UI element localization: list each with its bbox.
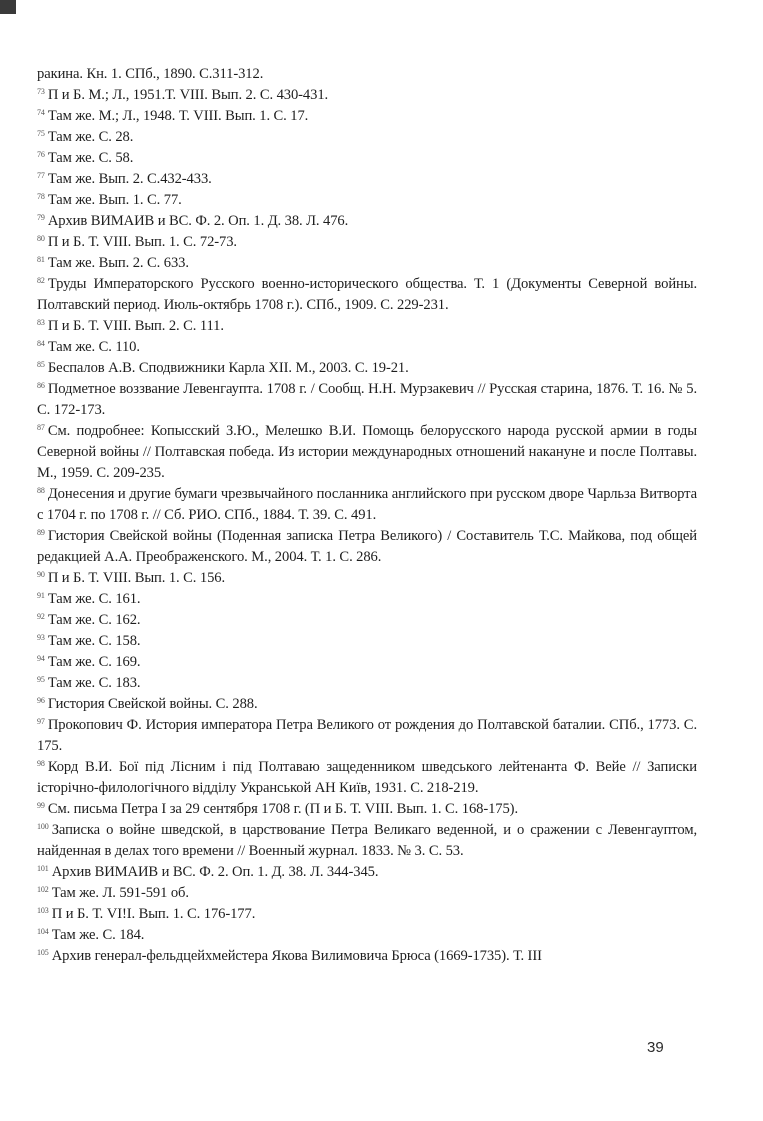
footnote-number: 86 [37, 381, 45, 390]
footnote-number: 75 [37, 129, 45, 138]
footnote-text: Донесения и другие бумаги чрезвычайного посланника английского при русском дворе Чарльза Витворта с 1704 г. по 1708 г. // Сб. РИО. СПб., 1884. Т. 39. С. 491. [37, 486, 697, 523]
footnote [37, 862, 697, 883]
footnote-text: См. подробнее: Копысский З.Ю., Мелешко В.И. Помощь белорусского народа русской армии в годы Северной войны // Полтавская победа. Из истории международных отношений накануне и после Полтавы. М., 1959. С. 209-235. [37, 423, 697, 481]
footnote-number: 87 [37, 423, 45, 432]
footnote [37, 883, 697, 904]
footnote-text: Архив ВИМАИВ и ВС. Ф. 2. Оп. 1. Д. 38. Л. 344-345. [51, 864, 379, 880]
footnote [37, 589, 697, 610]
footnote-text: П и Б. М.; Л., 1951.Т. VIII. Вып. 2. С. 430-431. [47, 87, 329, 103]
footnote-text: Труды Императорского Русского военно-исторического общества. Т. 1 (Документы Северной войны. Полтавский период. Июль-октябрь 1708 г.). СПб., 1909. С. 229-231. [37, 276, 697, 313]
footnote-number: 92 [37, 612, 45, 621]
footnote [37, 148, 697, 169]
footnote-text: Гистория Свейской войны. С. 288. [47, 696, 258, 712]
footnote [37, 274, 697, 316]
footnote-text: Гистория Свейской войны (Поденная записка Петра Великого) / Составитель Т.С. Майкова, под общей редакцией А.А. Преображенского. М., 2004. Т. 1. С. 286. [37, 528, 697, 565]
footnote [37, 85, 697, 106]
footnote [37, 652, 697, 673]
footnote [37, 337, 697, 358]
footnote [37, 946, 697, 967]
footnote-number: 91 [37, 591, 45, 600]
footnotes-list [37, 64, 697, 967]
footnote-number: 84 [37, 339, 45, 348]
footnote-number: 82 [37, 276, 45, 285]
footnote-number: 90 [37, 570, 45, 579]
footnote-text: Там же. Вып. 2. С.432-433. [47, 171, 212, 187]
footnote-text: См. письма Петра I за 29 сентября 1708 г. (П и Б. Т. VIII. Вып. 1. С. 168-175). [47, 801, 518, 817]
footnote-number: 102 [37, 885, 49, 894]
footnote [37, 694, 697, 715]
footnote [37, 820, 697, 862]
footnote [37, 568, 697, 589]
footnote [37, 799, 697, 820]
footnote-text: Архив генерал-фельдцейхмейстера Якова Вилимовича Брюса (1669-1735). Т. III [51, 948, 542, 964]
footnote-number: 100 [37, 822, 49, 831]
footnote-number: 83 [37, 318, 45, 327]
footnote-text: Там же. М.; Л., 1948. Т. VIII. Вып. 1. С. 17. [47, 108, 309, 124]
footnote-number: 79 [37, 213, 45, 222]
footnote-text: Там же. С. 162. [47, 612, 141, 628]
footnote-number: 74 [37, 108, 45, 117]
footnote-number: 76 [37, 150, 45, 159]
footnote [37, 358, 697, 379]
footnote-text: Там же. Вып. 1. С. 77. [47, 192, 182, 208]
page-number: 39 [647, 1039, 664, 1056]
footnote-number: 80 [37, 234, 45, 243]
footnote-text: ракина. Кн. 1. СПб., 1890. С.311-312. [37, 66, 264, 82]
footnote [37, 526, 697, 568]
footnote-number: 81 [37, 255, 45, 264]
footnote-number: 104 [37, 927, 49, 936]
footnote-text: П и Б. Т. VIII. Вып. 1. С. 156. [47, 570, 226, 586]
footnote [37, 715, 697, 757]
footnote [37, 610, 697, 631]
footnote-number: 101 [37, 864, 49, 873]
scan-corner-mark [0, 0, 16, 14]
footnote-number: 88 [37, 486, 45, 495]
footnote-number: 95 [37, 675, 45, 684]
footnote [37, 253, 697, 274]
footnote [37, 232, 697, 253]
footnote-number: 105 [37, 948, 49, 957]
footnote [37, 757, 697, 799]
footnote-number: 103 [37, 906, 49, 915]
footnote-number: 93 [37, 633, 45, 642]
footnote-number: 97 [37, 717, 45, 726]
footnote [37, 379, 697, 421]
footnote-text: Там же. С. 161. [47, 591, 141, 607]
footnote-text: Беспалов А.В. Сподвижники Карла XII. М., 2003. С. 19-21. [47, 360, 409, 376]
footnote [37, 190, 697, 211]
footnote-number: 85 [37, 360, 45, 369]
footnote [37, 64, 697, 85]
footnote [37, 106, 697, 127]
footnote-number: 78 [37, 192, 45, 201]
footnote [37, 925, 697, 946]
footnote-text: Там же. С. 110. [47, 339, 140, 355]
footnote-number: 77 [37, 171, 45, 180]
footnote [37, 904, 697, 925]
footnote [37, 169, 697, 190]
footnote-text: Там же. Вып. 2. С. 633. [47, 255, 189, 271]
footnote-text: Там же. С. 58. [47, 150, 134, 166]
footnote-text: Там же. Л. 591-591 об. [51, 885, 189, 901]
footnote-text: Подметное воззвание Левенгаупта. 1708 г. / Сообщ. Н.Н. Мурзакевич // Русская старина, 1876. Т. 16. № 5. С. 172-173. [37, 381, 697, 418]
footnote-text: Архив ВИМАИВ и ВС. Ф. 2. Оп. 1. Д. 38. Л. 476. [47, 213, 349, 229]
footnote [37, 127, 697, 148]
footnote-text: Там же. С. 28. [47, 129, 134, 145]
footnote-number: 99 [37, 801, 45, 810]
footnote-text: Прокопович Ф. История императора Петра Великого от рождения до Полтавской баталии. СПб., 1773. С. 175. [37, 717, 697, 754]
footnote [37, 211, 697, 232]
footnote-text: Там же. С. 183. [47, 675, 141, 691]
footnote [37, 673, 697, 694]
footnote-text: Корд В.И. Бої під Лісним і під Полтаваю защеденником шведського лейтенанта Ф. Вейе // Записки історічно-филологічного відділу Укранськой АН Київ, 1931. С. 218-219. [37, 759, 697, 796]
footnote-number: 89 [37, 528, 45, 537]
footnote-number: 96 [37, 696, 45, 705]
footnote-text: П и Б. Т. VIII. Вып. 2. С. 111. [47, 318, 224, 334]
footnote-text: Там же. С. 184. [51, 927, 145, 943]
footnote [37, 421, 697, 484]
footnote-text: Там же. С. 158. [47, 633, 141, 649]
footnote-number: 73 [37, 87, 45, 96]
footnote-text: Записка о войне шведской, в царствование Петра Великаго веденной, и о сражении с Левенгауптом, найденная в делах того времени // Военный журнал. 1833. № 3. С. 53. [37, 822, 697, 859]
footnote [37, 484, 697, 526]
footnote-number: 98 [37, 759, 45, 768]
footnote-number: 94 [37, 654, 45, 663]
footnote-text: П и Б. Т. VI!I. Вып. 1. С. 176-177. [51, 906, 256, 922]
footnote [37, 631, 697, 652]
footnote [37, 316, 697, 337]
footnote-text: П и Б. Т. VIII. Вып. 1. С. 72-73. [47, 234, 237, 250]
footnote-text: Там же. С. 169. [47, 654, 141, 670]
